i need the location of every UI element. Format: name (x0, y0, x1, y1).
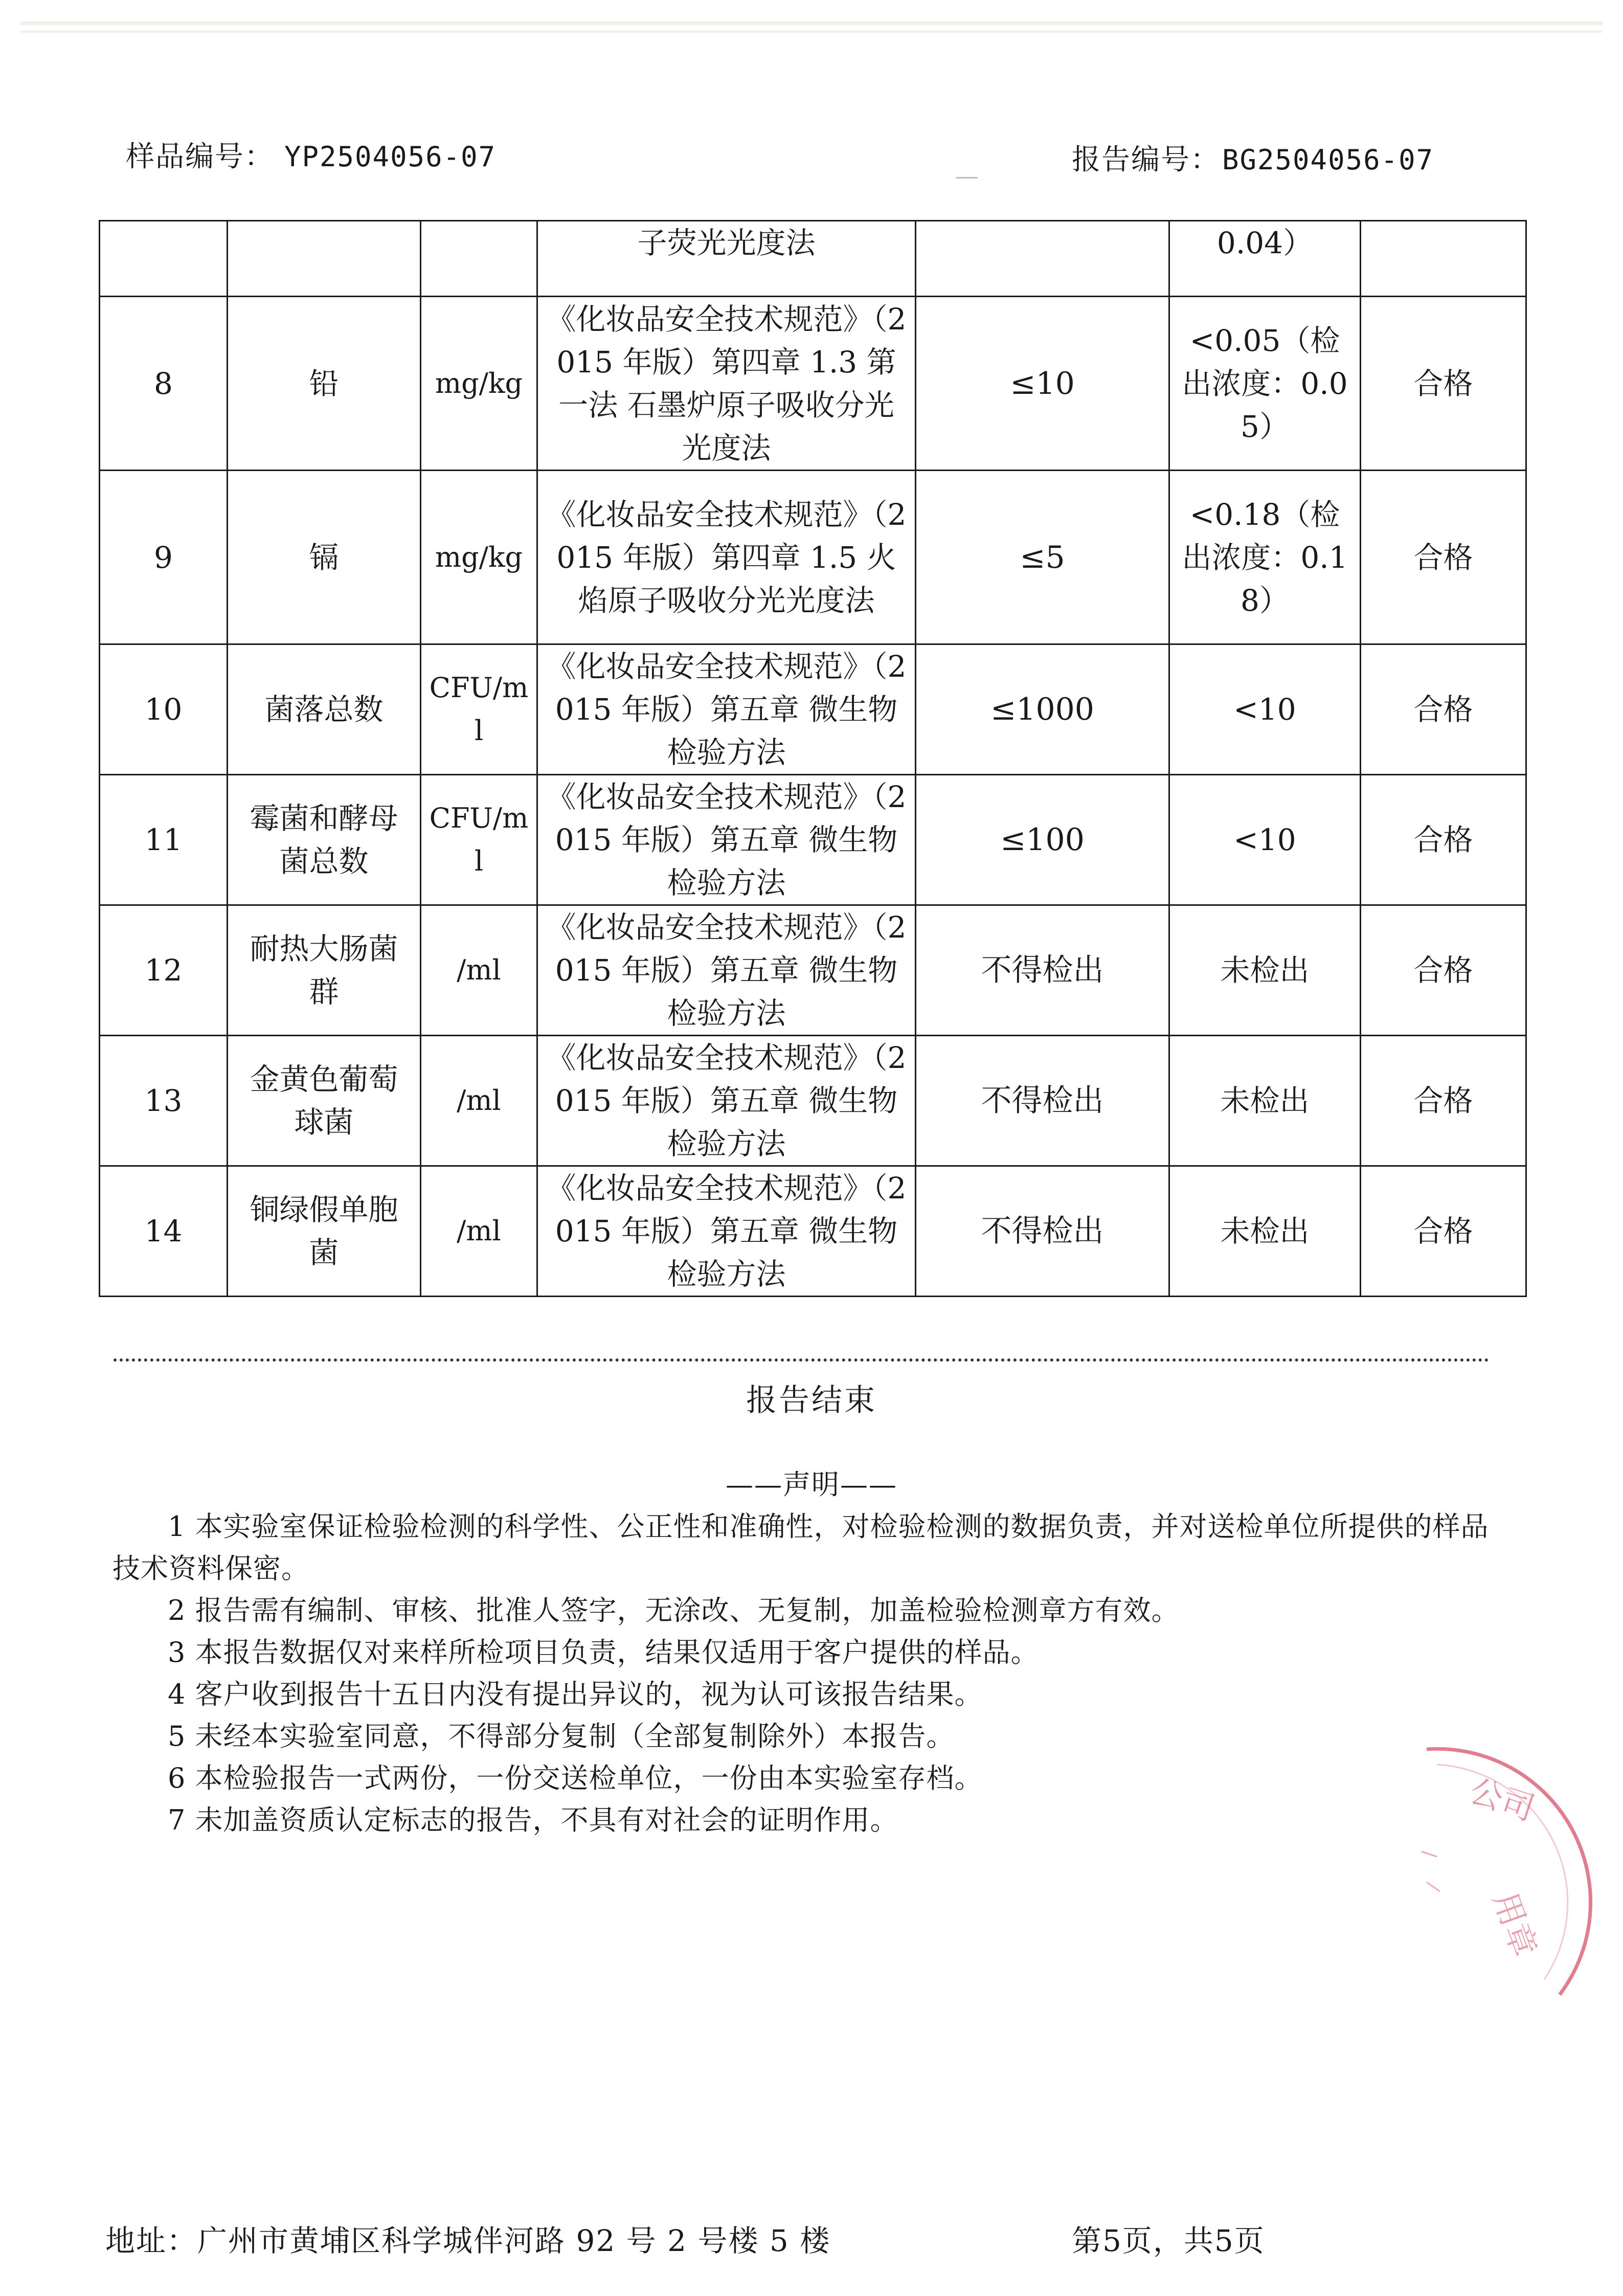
svg-text:公司: 公司 (1465, 1772, 1539, 1829)
test-method: 《化妆品安全技术规范》（2015 年版）第四章 1.3 第一法 石墨炉原子吸收分光光度法 (537, 297, 916, 471)
limit: 不得检出 (916, 905, 1169, 1036)
table-row (100, 297, 1526, 471)
table-row (100, 644, 1526, 775)
test-item: 耐热大肠菌群 (228, 905, 421, 1036)
test-item: 铅 (228, 297, 421, 471)
top-scan-edge (20, 21, 1603, 26)
statement-item: 1 本实验室保证检验检测的科学性、公正性和准确性，对检验检测的数据负责，并对送检单位所提供的样品技术资料保密。 (112, 1510, 1489, 1585)
table-row (100, 1166, 1526, 1297)
result: <0.05（检出浓度：0.05） (1169, 297, 1361, 471)
judgement (1361, 221, 1526, 297)
row-number: 14 (100, 1166, 228, 1297)
report-number-value: BG2504056-07 (1222, 144, 1434, 176)
test-item: 霉菌和酵母菌总数 (228, 775, 421, 905)
result: <10 (1169, 644, 1361, 775)
row-number: 8 (100, 297, 228, 471)
test-item: 菌落总数 (228, 644, 421, 775)
statement-item: 7 未加盖资质认定标志的报告，不具有对社会的证明作用。 (168, 1804, 898, 1836)
statement-item: 5 未经本实验室同意，不得部分复制（全部复制除外）本报告。 (168, 1720, 955, 1752)
row-number: 9 (100, 471, 228, 644)
test-item: 铜绿假单胞菌 (228, 1166, 421, 1297)
company-seal (1391, 1729, 1606, 2015)
row-number: 13 (100, 1036, 228, 1166)
table-row (100, 775, 1526, 905)
table-row (100, 221, 1526, 297)
test-method: 《化妆品安全技术规范》（2015 年版）第五章 微生物检验方法 (537, 775, 916, 905)
result: <10 (1169, 775, 1361, 905)
test-method: 《化妆品安全技术规范》（2015 年版）第四章 1.5 火焰原子吸收分光光度法 (537, 471, 916, 644)
top-scan-edge-secondary (20, 31, 1603, 33)
row-number (100, 221, 228, 297)
test-method: 《化妆品安全技术规范》（2015 年版）第五章 微生物检验方法 (537, 1036, 916, 1166)
result: 未检出 (1169, 905, 1361, 1036)
sample-number (126, 134, 496, 175)
unit: /ml (421, 1036, 537, 1166)
svg-text:用章: 用章 (1485, 1887, 1544, 1962)
judgement: 合格 (1361, 1166, 1526, 1297)
scan-mark (956, 177, 978, 179)
judgement: 合格 (1361, 297, 1526, 471)
judgement: 合格 (1361, 905, 1526, 1036)
row-number: 12 (100, 905, 228, 1036)
judgement: 合格 (1361, 471, 1526, 644)
statement-item: 4 客户收到报告十五日内没有提出异议的，视为认可该报告结果。 (168, 1678, 983, 1710)
result: 未检出 (1169, 1036, 1361, 1166)
result: <0.18（检出浓度：0.18） (1169, 471, 1361, 644)
unit: CFU/ml (421, 775, 537, 905)
test-method: 《化妆品安全技术规范》（2015 年版）第五章 微生物检验方法 (537, 644, 916, 775)
limit: ≤1000 (916, 644, 1169, 775)
sample-number-label: 样品编号： (126, 140, 274, 173)
result: 未检出 (1169, 1166, 1361, 1297)
seal-icon (1391, 1729, 1606, 2015)
statement-item: 3 本报告数据仅对来样所检项目负责，结果仅适用于客户提供的样品。 (168, 1636, 1039, 1668)
unit: /ml (421, 1166, 537, 1297)
report-number (1072, 137, 1434, 178)
table-row (100, 1036, 1526, 1166)
table-row (100, 905, 1526, 1036)
statement-title: ——声明—— (726, 1468, 897, 1501)
row-number: 11 (100, 775, 228, 905)
row-number: 10 (100, 644, 228, 775)
limit: ≤5 (916, 471, 1169, 644)
limit: ≤100 (916, 775, 1169, 905)
statement-list (112, 1506, 1514, 1841)
test-method: 《化妆品安全技术规范》（2015 年版）第五章 微生物检验方法 (537, 1166, 916, 1297)
end-divider (114, 1358, 1489, 1362)
statement-item: 6 本检验报告一式两份，一份交送检单位，一份由本实验室存档。 (168, 1762, 983, 1794)
test-item (228, 221, 421, 297)
test-item: 金黄色葡萄球菌 (228, 1036, 421, 1166)
unit: /ml (421, 905, 537, 1036)
limit: 不得检出 (916, 1166, 1169, 1297)
results-table (99, 220, 1527, 1297)
footer-address: 地址：广州市黄埔区科学城伴河路 92 号 2 号楼 5 楼 (105, 2223, 831, 2258)
unit: mg/kg (421, 471, 537, 644)
limit (916, 221, 1169, 297)
sample-number-value: YP2504056-07 (284, 141, 497, 173)
test-item: 镉 (228, 471, 421, 644)
judgement: 合格 (1361, 644, 1526, 775)
limit: ≤10 (916, 297, 1169, 471)
page-number: 第5页，共5页 (1072, 2223, 1265, 2258)
table-row (100, 471, 1526, 644)
test-method: 子荧光光度法 (537, 221, 916, 297)
unit: mg/kg (421, 297, 537, 471)
judgement: 合格 (1361, 775, 1526, 905)
limit: 不得检出 (916, 1036, 1169, 1166)
result: 0.04） (1169, 221, 1361, 297)
statement-item: 2 报告需有编制、审核、批准人签字，无涂改、无复制，加盖检验检测章方有效。 (168, 1594, 1180, 1626)
judgement: 合格 (1361, 1036, 1526, 1166)
unit: CFU/ml (421, 644, 537, 775)
test-method: 《化妆品安全技术规范》（2015 年版）第五章 微生物检验方法 (537, 905, 916, 1036)
report-number-label: 报告编号： (1072, 143, 1220, 176)
unit (421, 221, 537, 297)
report-end: 报告结束 (746, 1383, 877, 1418)
